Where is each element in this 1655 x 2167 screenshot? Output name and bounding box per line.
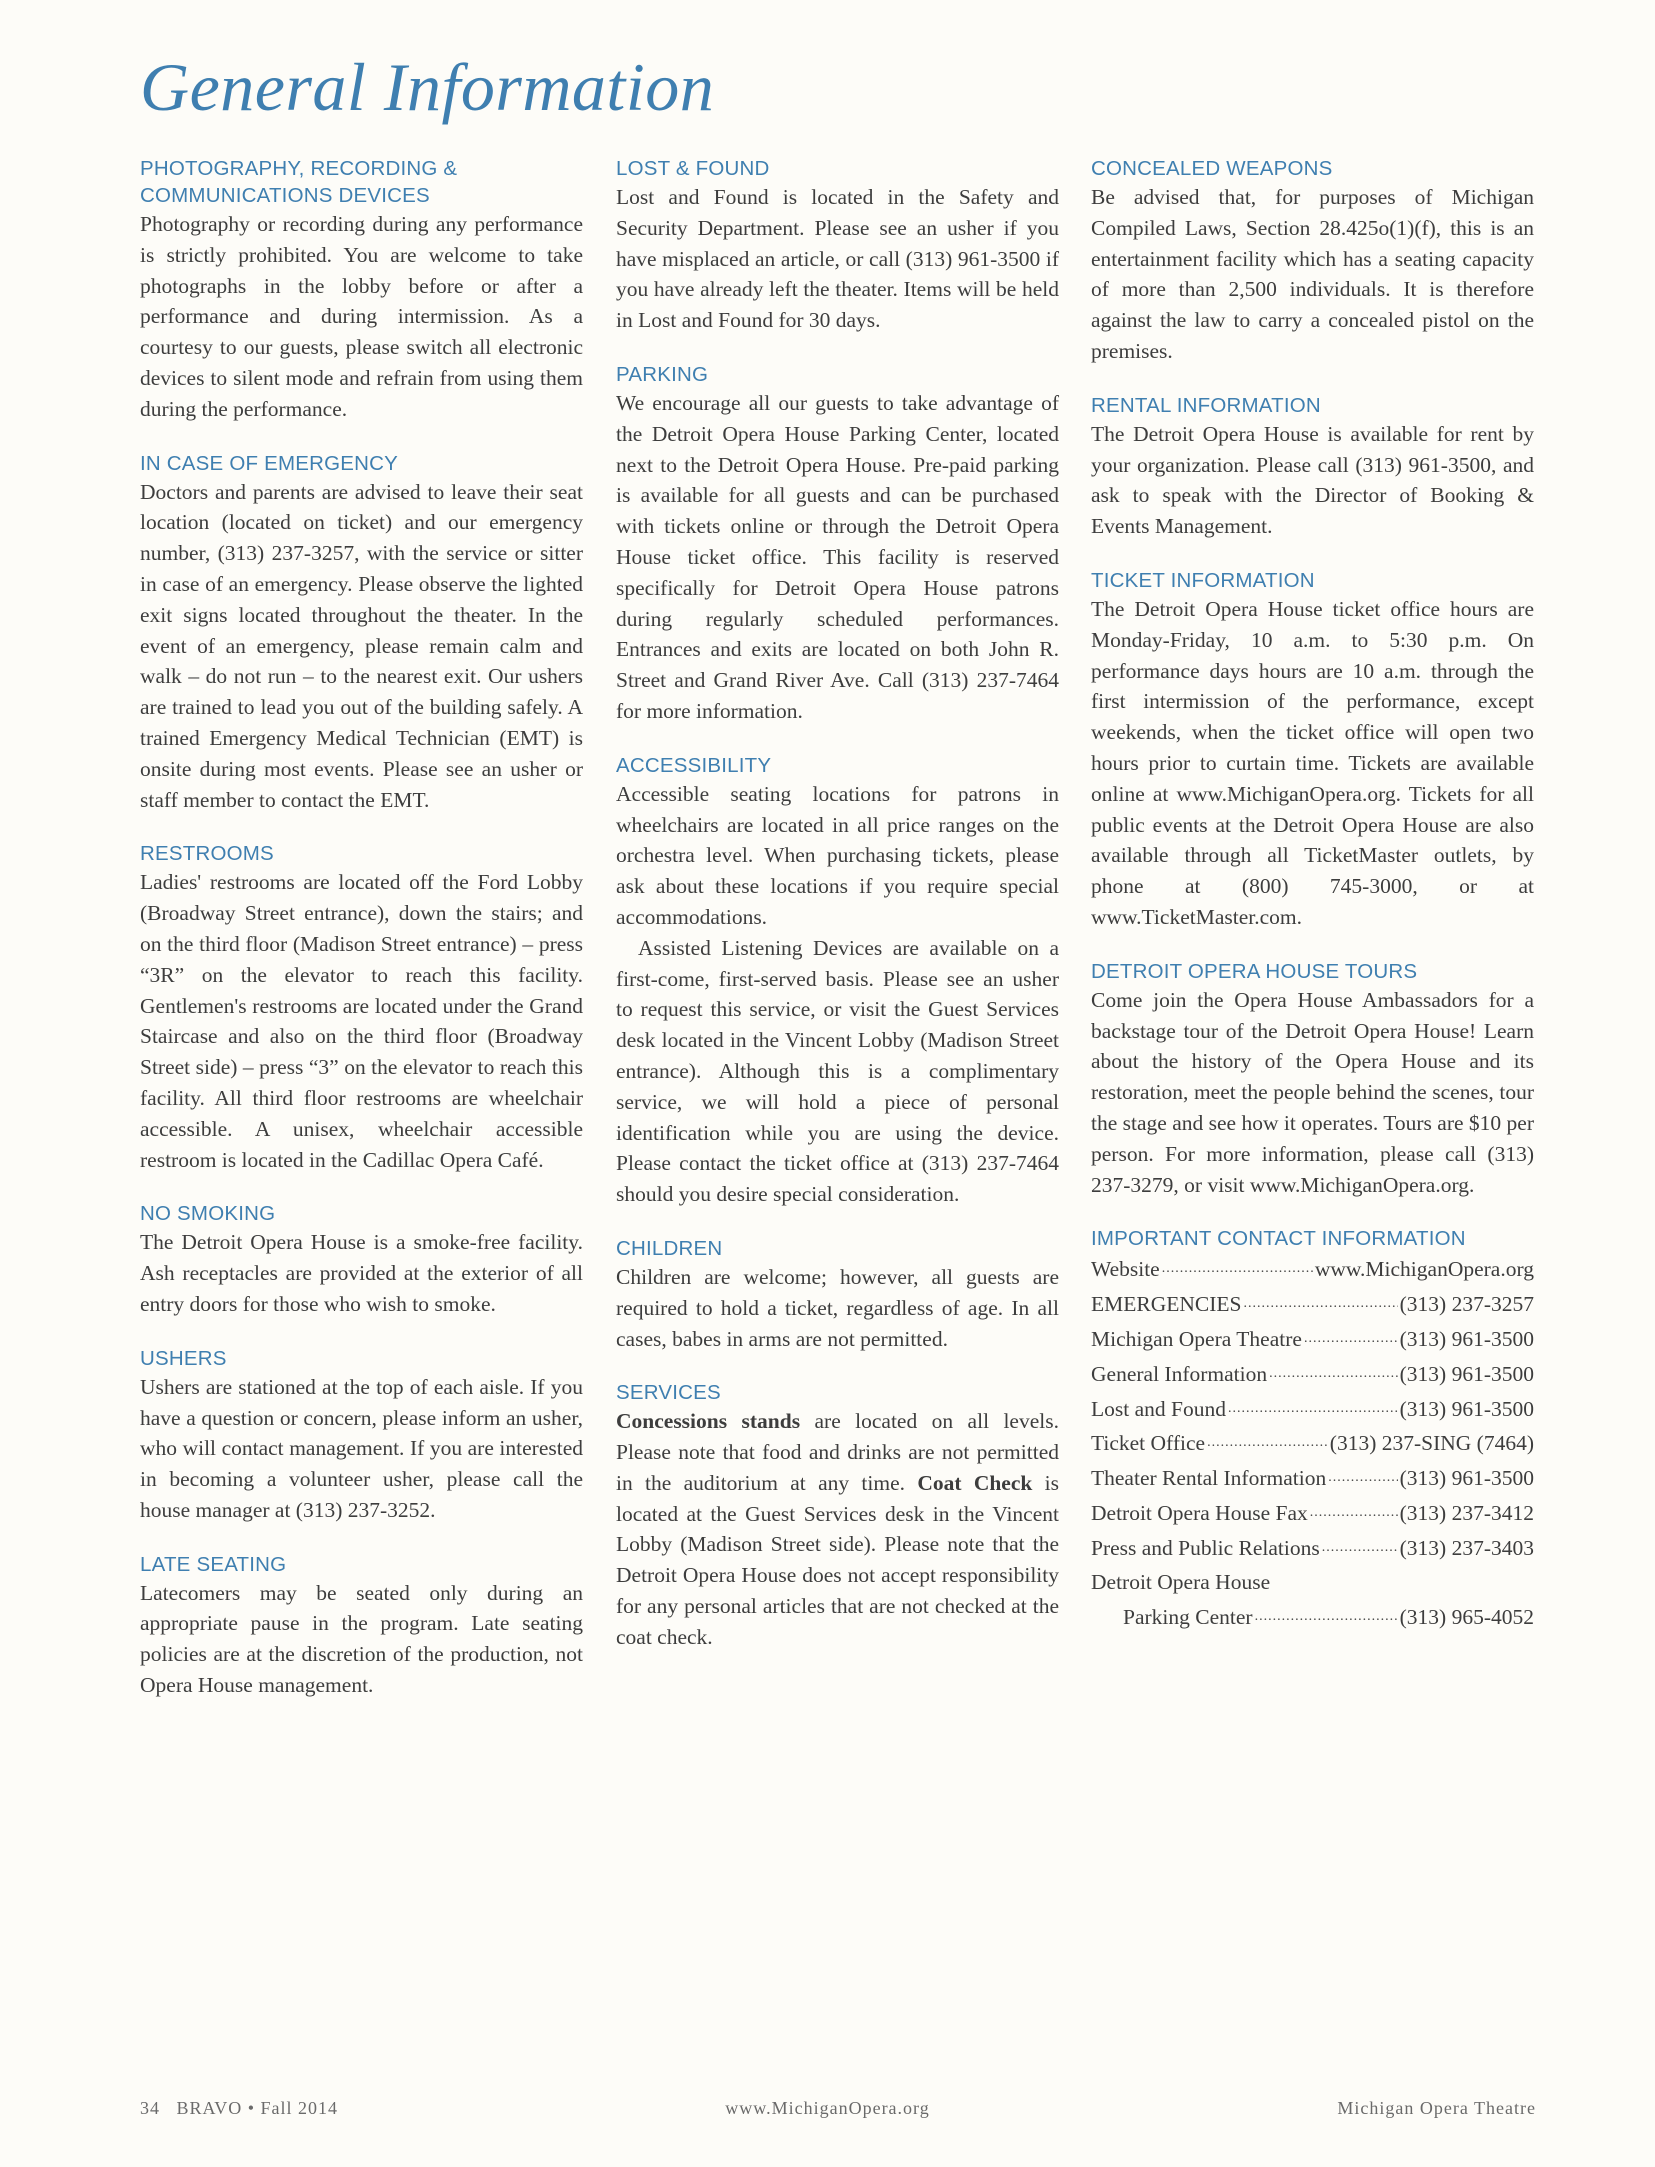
section-services bbox=[616, 1379, 1059, 1652]
contact-label: Lost and Found bbox=[1091, 1396, 1226, 1421]
column-right bbox=[1091, 155, 1534, 1660]
section-heading: IN CASE OF EMERGENCY bbox=[140, 451, 399, 475]
contact-value: (313) 237-SING (7464) bbox=[1329, 1431, 1534, 1456]
section-ticket-info bbox=[1091, 567, 1534, 933]
contact-label: Detroit Opera House bbox=[1091, 1570, 1271, 1595]
contact-label: Ticket Office bbox=[1091, 1431, 1206, 1456]
concessions-text: are located on all levels. Please note that food and drinks are not permitted in the auditorium at any time. bbox=[616, 1409, 1059, 1495]
section-body: Doctors and parents are advised to leave their seat location (located on ticket) and our emergency number, (313) 237-3257, with the service or sitter in case of an emergency. Please observe the lighted exit signs located throughout the theater. In the event of an emergency, please remain calm and walk – do not run – to the nearest exit. Our ushers are trained to lead you out of the building safely. A trained Emergency Medical Technician (EMT) is onsite during most events. Please see an usher or staff member to contact the EMT. bbox=[140, 479, 583, 812]
section-heading: CHILDREN bbox=[616, 1236, 723, 1260]
section-concealed-weapons bbox=[1091, 155, 1534, 367]
contact-value: (313) 961-3500 bbox=[1399, 1466, 1534, 1491]
contact-value: (313) 961-3500 bbox=[1399, 1361, 1534, 1386]
section-emergency bbox=[140, 450, 583, 816]
section-heading: USHERS bbox=[140, 1346, 227, 1370]
section-body: Lost and Found is located in the Safety and Security Department. Please see an usher if you have misplaced an article, or call (313) 961-3500 if you have already left the theater. Items will be held in Lost and Found for 30 days. bbox=[616, 185, 1059, 333]
contact-row bbox=[1091, 1565, 1534, 1600]
section-body: Ushers are stationed at the top of each aisle. If you have a question or concern, please inform an usher, who will contact management. If you are interested in becoming a volunteer usher, please call the house manager at (313) 237-3252. bbox=[140, 1374, 583, 1522]
section-heading: SERVICES bbox=[616, 1381, 721, 1405]
section-parking bbox=[616, 361, 1059, 727]
contact-label: Website bbox=[1091, 1257, 1160, 1282]
contact-list bbox=[1091, 1252, 1534, 1635]
section-body: Accessible seating locations for patrons in wheelchairs are located in all price ranges on the orchestra level. When purchasing tickets, please ask about these locations if you require special accommodations. bbox=[616, 781, 1059, 929]
contact-value: (313) 237-3257 bbox=[1399, 1292, 1534, 1317]
section-children bbox=[616, 1235, 1059, 1354]
section-ushers bbox=[140, 1345, 583, 1526]
section-heading: CONCEALED WEAPONS bbox=[1091, 157, 1333, 180]
column-left bbox=[140, 155, 583, 1726]
contact-label: Michigan Opera Theatre bbox=[1091, 1326, 1302, 1351]
coat-check-label: Coat Check bbox=[917, 1470, 1033, 1495]
contact-label: Parking Center bbox=[1123, 1605, 1253, 1630]
section-body: Children are welcome; however, all guests are required to hold a ticket, regardless of age. In all cases, babes in arms are not permitted. bbox=[616, 1264, 1059, 1351]
footer-publisher: Michigan Opera Theatre bbox=[1337, 2098, 1536, 2118]
section-body bbox=[616, 1406, 1059, 1652]
section-body: Latecomers may be seated only during an appropriate pause in the program. Late seating policies are at the discretion of the production, not Opera House management. bbox=[140, 1580, 583, 1698]
contact-row bbox=[1091, 1426, 1534, 1461]
section-tours bbox=[1091, 958, 1534, 1201]
contact-label: Detroit Opera House Fax bbox=[1091, 1500, 1308, 1525]
section-heading: RESTROOMS bbox=[140, 842, 274, 866]
section-heading: IMPORTANT CONTACT INFORMATION bbox=[1091, 1227, 1466, 1251]
contact-value: (313) 961-3500 bbox=[1399, 1396, 1534, 1421]
page-title: General Information bbox=[140, 49, 715, 125]
contact-label: General Information bbox=[1091, 1361, 1268, 1386]
contact-row bbox=[1091, 1600, 1534, 1635]
contact-row bbox=[1091, 1461, 1534, 1496]
coat-check-text: is located at the Guest Services desk in the Vincent Lobby (Madison Street side). Please note that the Detroit Opera House does not accept responsibility for any personal articles that are not checked at the coat check. bbox=[616, 1470, 1060, 1649]
concessions-label: Concessions stands bbox=[616, 1409, 801, 1434]
contact-row bbox=[1091, 1392, 1534, 1427]
contact-row bbox=[1091, 1252, 1534, 1287]
section-late-seating bbox=[140, 1551, 583, 1701]
section-photography bbox=[140, 155, 583, 425]
contact-row bbox=[1091, 1496, 1534, 1531]
contact-value: (313) 237-3412 bbox=[1399, 1500, 1534, 1525]
section-heading: LOST & FOUND bbox=[616, 157, 770, 180]
section-rental bbox=[1091, 392, 1534, 542]
section-heading: DETROIT OPERA HOUSE TOURS bbox=[1091, 959, 1418, 983]
column-middle bbox=[616, 155, 1059, 1678]
contact-label: Press and Public Relations bbox=[1091, 1535, 1320, 1560]
section-heading: NO SMOKING bbox=[140, 1202, 276, 1226]
section-heading: RENTAL INFORMATION bbox=[1091, 393, 1321, 417]
section-body: Photography or recording during any performance is strictly prohibited. You are welcome to take photographs in the lobby before or after a performance and during intermission. As a courtesy to our guests, please switch all electronic devices to silent mode and refrain from using them during the performance. bbox=[140, 212, 583, 421]
contact-row bbox=[1091, 1322, 1534, 1357]
section-heading: LATE SEATING bbox=[140, 1552, 287, 1576]
section-body: The Detroit Opera House ticket office hours are Monday-Friday, 10 a.m. to 5:30 p.m. On performance days hours are 10 a.m. through the first intermission of the performance, except weekends, when the ticket office will open two hours prior to curtain time. Tickets are available online at www.MichiganOpera.org. Tickets for all public events at the Detroit Opera House are also available through all TicketMaster outlets, by phone at (800) 745-3000, or at www.TicketMaster.com. bbox=[1091, 596, 1534, 929]
section-body: Come join the Opera House Ambassadors for a backstage tour of the Detroit Opera House! Learn about the history of the Opera House and its restoration, meet the people behind the scenes, tour the stage and see how it operates. Tours are $10 per person. For more information, please call (313) 237-3279, or visit www.MichiganOpera.org. bbox=[1091, 987, 1534, 1197]
section-contacts bbox=[1091, 1225, 1534, 1635]
section-accessibility bbox=[616, 752, 1059, 1210]
contact-value: (313) 965-4052 bbox=[1399, 1605, 1534, 1630]
section-heading: ACCESSIBILITY bbox=[616, 753, 772, 777]
section-heading: PARKING bbox=[616, 362, 709, 386]
section-body: Ladies' restrooms are located off the Ford Lobby (Broadway Street entrance), down the stairs; and on the third floor (Madison Street entrance) – press “3R” on the elevator to reach this facility. Gentlemen's restrooms are located under the Grand Staircase and also on the third floor (Broadway Street side) – press “3” on the elevator to reach this facility. All third floor restrooms are wheelchair accessible. A unisex, wheelchair accessible restroom is located in the Cadillac Opera Café. bbox=[140, 870, 583, 1172]
section-body: Assisted Listening Devices are available on a first-come, first-served basis. Please see an usher to request this service, or visit the Guest Services desk located in the Vincent Lobby (Madison Street entrance). Although this is a complimentary service, we will hold a piece of personal identification while you are using the device. Please contact the ticket office at (313) 237-7464 should you desire special consideration. bbox=[616, 935, 1059, 1207]
section-body: We encourage all our guests to take advantage of the Detroit Opera House Parking Center, located next to the Detroit Opera House. Pre-paid parking is available for all guests and can be purchased with tickets online or through the Detroit Opera House ticket office. This facility is reserved specifically for Detroit Opera House patrons during regularly scheduled performances. Entrances and exits are located on both John R. Street and Grand River Ave. Call (313) 237-7464 for more information. bbox=[616, 390, 1059, 723]
section-heading: PHOTOGRAPHY, RECORDING & COMMUNICATIONS DEVICES bbox=[140, 157, 458, 207]
section-restrooms bbox=[140, 840, 583, 1175]
contact-row bbox=[1091, 1531, 1534, 1566]
section-body: The Detroit Opera House is available for rent by your organization. Please call (313) 961-3500, and ask to speak with the Director of Booking & Events Management. bbox=[1091, 421, 1534, 539]
contact-label: Theater Rental Information bbox=[1091, 1466, 1327, 1491]
contact-row bbox=[1091, 1287, 1534, 1322]
section-heading: TICKET INFORMATION bbox=[1091, 568, 1315, 592]
contact-value: (313) 237-3403 bbox=[1399, 1535, 1534, 1560]
section-body: The Detroit Opera House is a smoke-free facility. Ash receptacles are provided at the exterior of all entry doors for those who wish to smoke. bbox=[140, 1230, 583, 1316]
contact-row bbox=[1091, 1357, 1534, 1392]
section-no-smoking bbox=[140, 1200, 583, 1319]
contact-value: (313) 961-3500 bbox=[1399, 1326, 1534, 1351]
contact-label: EMERGENCIES bbox=[1091, 1292, 1242, 1317]
footer-website: www.MichiganOpera.org bbox=[725, 2098, 930, 2118]
section-body: Be advised that, for purposes of Michigan Compiled Laws, Section 28.425o(1)(f), this is an entertainment facility which has a seating capacity of more than 2,500 individuals. It is therefore against the law to carry a concealed pistol on the premises. bbox=[1091, 185, 1534, 363]
footer-issue: 34 BRAVO • Fall 2014 bbox=[140, 2098, 338, 2118]
contact-value: www.MichiganOpera.org bbox=[1314, 1257, 1534, 1282]
section-lost-found bbox=[616, 155, 1059, 336]
